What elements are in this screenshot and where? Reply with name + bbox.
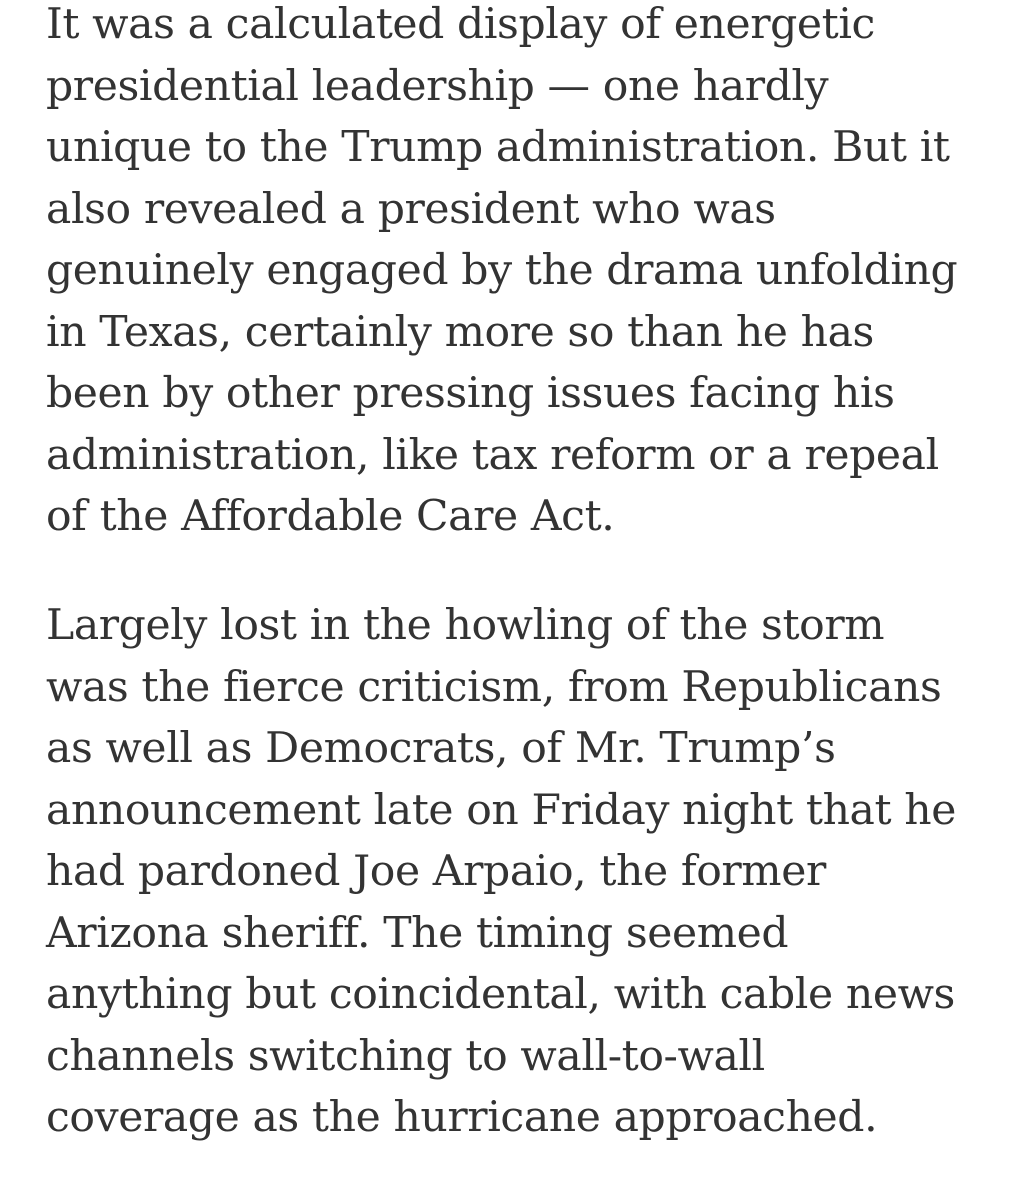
paragraph-line: It was a calculated display of energetic (46, 0, 875, 49)
paragraph-line: was the fierce criticism, from Republicans (46, 662, 942, 712)
article-paragraph-2 (46, 595, 956, 1149)
article-paragraph-1 (46, 0, 957, 548)
paragraph-line: had pardoned Joe Arpaio, the former (46, 847, 826, 896)
paragraph-line: presidential leadership — one hardly (46, 61, 829, 111)
paragraph-line: administration, like tax reform or a repeal (46, 430, 939, 480)
paragraph-line: in Texas, certainly more so than he has (46, 307, 874, 357)
paragraph-line: unique to the Trump administration. But it (46, 123, 950, 172)
paragraph-line: genuinely engaged by the drama unfolding (46, 246, 958, 295)
paragraph-line: announcement late on Friday night that he (46, 785, 957, 835)
paragraph-line: also revealed a president who was (46, 184, 776, 234)
paragraph-line: of the Affordable Care Act. (46, 492, 615, 541)
paragraph-line: anything but coincidental, with cable news (46, 970, 955, 1019)
paragraph-line: Arizona sheriff. The timing seemed (46, 908, 789, 958)
paragraph-line: channels switching to wall-to-wall (46, 1031, 765, 1081)
paragraph-line: Largely lost in the howling of the storm (46, 601, 885, 650)
paragraph-line: as well as Democrats, of Mr. Trump’s (46, 724, 836, 773)
paragraph-line: been by other pressing issues facing his (46, 369, 895, 418)
paragraph-line: coverage as the hurricane approached. (46, 1093, 878, 1142)
